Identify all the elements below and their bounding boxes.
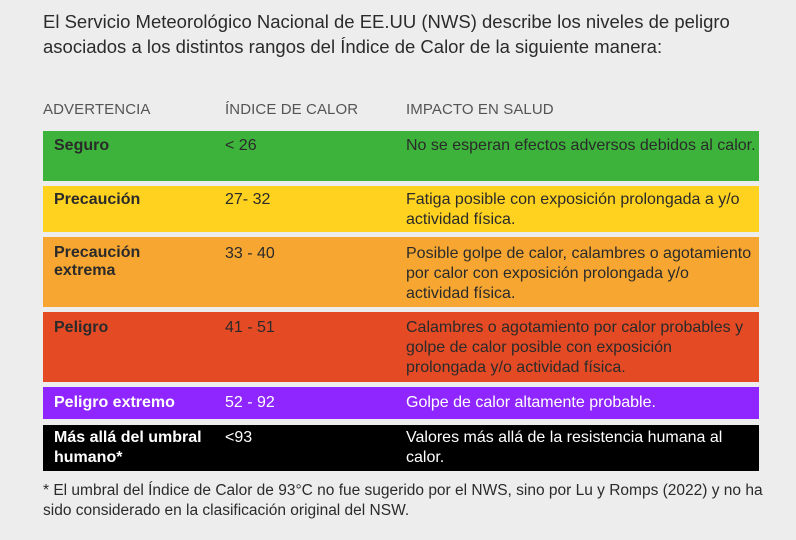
impact-text: Golpe de calor altamente probable. xyxy=(406,394,656,411)
level-label: Precaución extrema xyxy=(54,244,141,279)
table-header xyxy=(43,101,759,121)
impact-text: Calambres o agotamiento por calor probables y golpe de calor posible con exposición prolongada y/o actividad física. xyxy=(406,319,744,376)
header-advertencia: ADVERTENCIA xyxy=(43,101,151,118)
impact-text: Posible golpe de calor, calambres o agotamiento por calor con exposición prolongada y/o actividad física. xyxy=(406,245,752,302)
level-label: Peligro extremo xyxy=(54,394,175,411)
footnote: * El umbral del Índice de Calor de 93°C no fue sugerido por el NWS, sino por Lu y Romps (2022) y no ha sido considerado en la clasificación original del NSW. xyxy=(43,482,763,519)
level-label: Peligro xyxy=(54,319,109,336)
level-label: Seguro xyxy=(54,137,110,154)
intro-text: El Servicio Meteorológico Nacional de EE.UU (NWS) describe los niveles de peligro asociados a los distintos rangos del Índice de Calor de la siguiente manera: xyxy=(43,11,730,57)
index-range: 41 - 51 xyxy=(225,319,275,336)
index-range: 52 - 92 xyxy=(225,394,275,411)
table-row-precaucion xyxy=(43,186,759,232)
level-label: Más allá del umbral humano* xyxy=(54,429,202,466)
table-row-umbral-humano xyxy=(43,425,759,471)
header-indice: ÍNDICE DE CALOR xyxy=(225,101,359,118)
index-range: 33 - 40 xyxy=(225,245,275,262)
table-row-peligro-extremo xyxy=(43,387,759,419)
impact-text: Fatiga posible con exposición prolongada a y/o actividad física. xyxy=(406,191,740,228)
table-row-peligro xyxy=(43,312,759,382)
index-range: 27- 32 xyxy=(225,191,271,208)
index-range: <93 xyxy=(225,429,253,446)
header-impacto: IMPACTO EN SALUD xyxy=(406,101,554,118)
table-row-seguro xyxy=(43,131,759,181)
level-label: Precaución xyxy=(54,191,141,208)
impact-text: No se esperan efectos adversos debidos al calor. xyxy=(406,137,756,154)
impact-text: Valores más allá de la resistencia humana al calor. xyxy=(406,429,723,466)
table-row-precaucion-extrema xyxy=(43,237,759,307)
index-range: < 26 xyxy=(225,137,257,154)
